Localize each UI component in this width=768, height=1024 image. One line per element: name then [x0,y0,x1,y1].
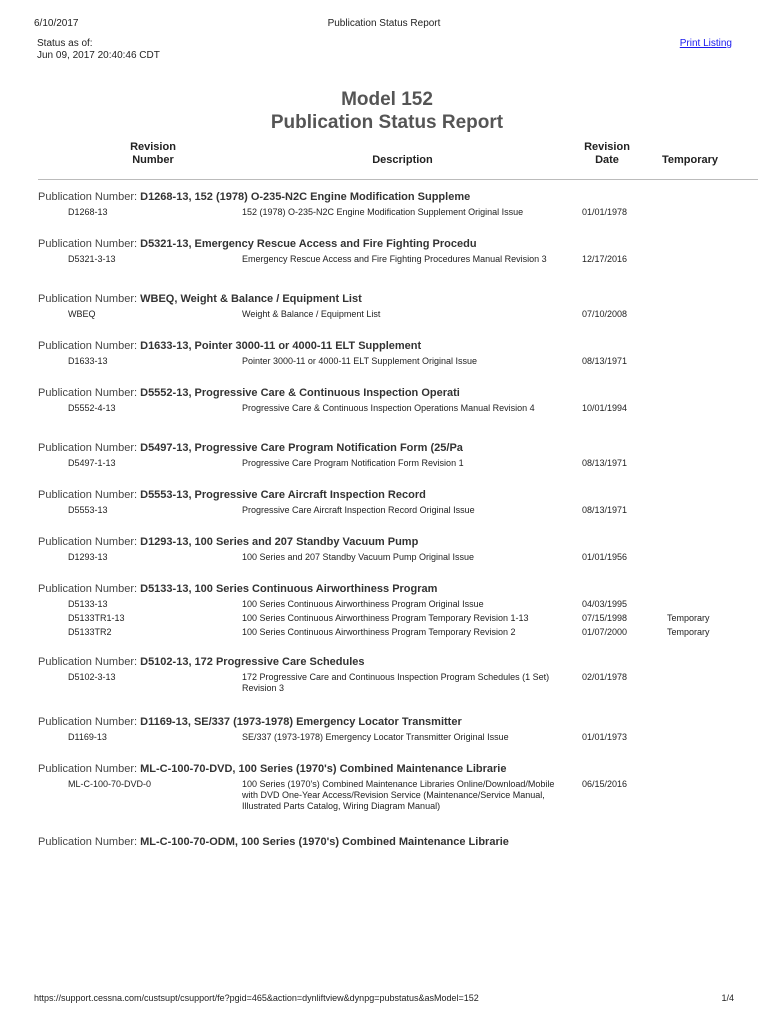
revision-description: 172 Progressive Care and Continuous Inspection Program Schedules (1 Set) Revision 3 [242,672,550,693]
publication-number-label: Publication Number: [38,442,138,454]
revision-number: D5102-3-13 [68,672,116,682]
column-header-temporary: Temporary [661,154,719,166]
publication-heading [0,438,768,458]
publication-group [0,438,768,485]
revision-description: Progressive Care Program Notification Form Revision 1 [242,458,464,468]
revision-description: Progressive Care Aircraft Inspection Record Original Issue [242,505,475,515]
publication-group [0,832,768,852]
status-timestamp: Jun 09, 2017 20:40:46 CDT [37,50,160,61]
header-divider [38,179,758,180]
publication-group [0,289,768,336]
revision-date: 08/13/1971 [582,356,628,366]
column-header-revision-number-line1: Revision [130,141,176,153]
publication-group [0,234,768,289]
revision-number: D5133TR1-13 [68,613,125,623]
publication-heading [0,759,768,779]
publication-number-label: Publication Number: [38,238,138,250]
print-footer [34,993,734,1005]
revision-date: 01/01/1956 [582,552,628,562]
column-headers [0,141,768,169]
revision-date: 07/15/1998 [582,613,628,623]
publication-heading [0,289,768,309]
revision-description: 100 Series Continuous Airworthiness Program Original Issue [242,599,484,609]
publication-number-label: Publication Number: [38,716,138,728]
revision-number: D5133TR2 [68,627,112,637]
publication-number-label: Publication Number: [38,836,138,848]
status-label: Status as of: [37,38,93,49]
publication-heading [0,579,768,599]
revision-description: 100 Series (1970's) Combined Maintenance Libraries Online/Download/Mobile with DVD One-Year Access/Revision Service (Maintenance/Service Manual, Illustrated Parts Catalog, Wiring Diagram Manual) [242,779,555,811]
publication-title: D5553-13, Progressive Care Aircraft Inspection Record [140,489,426,501]
revision-row [0,458,768,469]
publication-title: D1268-13, 152 (1978) O-235-N2C Engine Modification Suppleme [140,191,471,203]
revision-date: 01/01/1973 [582,732,628,742]
revision-row [0,672,768,694]
revision-date: 08/13/1971 [582,505,628,515]
publication-title: WBEQ, Weight & Balance / Equipment List [140,293,362,305]
revision-row [0,779,768,812]
print-title: Publication Status Report [327,18,441,29]
publication-group [0,187,768,234]
publication-number-label: Publication Number: [38,489,138,501]
print-date: 6/10/2017 [34,18,79,29]
publication-title: ML-C-100-70-DVD, 100 Series (1970's) Combined Maintenance Librarie [140,763,507,775]
publication-heading [0,187,768,207]
revision-description: Pointer 3000-11 or 4000-11 ELT Supplement Original Issue [242,356,477,366]
column-header-revision-number [118,141,188,167]
publication-group [0,383,768,438]
revision-number: ML-C-100-70-DVD-0 [68,779,152,789]
publication-number-label: Publication Number: [38,583,138,595]
revision-number: D1633-13 [68,356,108,366]
revision-description: 100 Series Continuous Airworthiness Program Temporary Revision 1-13 [242,613,529,623]
publication-group [0,652,768,712]
publication-group [0,579,768,652]
publication-number-label: Publication Number: [38,191,138,203]
publication-title: D1633-13, Pointer 3000-11 or 4000-11 ELT Supplement [140,340,422,352]
revision-row [0,552,768,563]
revision-description: Weight & Balance / Equipment List [242,309,381,319]
publication-group [0,336,768,383]
revision-row [0,309,768,320]
column-header-revision-date-line2: Date [595,154,619,166]
revision-date: 06/15/2016 [582,779,628,789]
publication-title: D5321-13, Emergency Rescue Access and Fire Fighting Procedu [140,238,477,250]
publication-title: D5552-13, Progressive Care & Continuous Inspection Operati [140,387,460,399]
publication-group [0,485,768,532]
revision-description: 100 Series Continuous Airworthiness Program Temporary Revision 2 [242,627,516,637]
revision-row [0,207,768,218]
revision-description: Emergency Rescue Access and Fire Fighting Procedures Manual Revision 3 [242,254,547,264]
revision-row [0,613,768,624]
footer-page-number: 1/4 [721,993,734,1003]
publication-group [0,712,768,759]
footer-url: https://support.cessna.com/custsupt/csupport/fe?pgid=465&action=dynliftview&dynpg=pubstatus&asModel=152 [34,993,479,1003]
publication-heading [0,832,768,852]
revision-row [0,627,768,638]
publication-title: D5497-13, Progressive Care Program Notification Form (25/Pa [140,442,463,454]
report-heading: Publication Status Report [270,112,504,133]
revision-date: 10/01/1994 [582,403,628,413]
publication-title: D5102-13, 172 Progressive Care Schedules [140,656,365,668]
publication-number-label: Publication Number: [38,536,138,548]
revision-number: D1169-13 [68,732,107,742]
revision-number: D1293-13 [68,552,108,562]
revision-row [0,505,768,516]
report-model: Model 152 [341,89,433,110]
publication-heading [0,336,768,356]
revision-date: 01/07/2000 [582,627,628,637]
status-block [37,38,160,62]
print-header [34,18,734,32]
publication-title: D1293-13, 100 Series and 207 Standby Vacuum Pump [140,536,419,548]
revision-description: 152 (1978) O-235-N2C Engine Modification Supplement Original Issue [242,207,524,217]
publication-heading [0,712,768,732]
column-header-revision-number-line2: Number [132,154,174,166]
column-header-description: Description [372,154,433,166]
print-listing-link[interactable]: Print Listing [679,38,732,49]
publication-title: ML-C-100-70-ODM, 100 Series (1970's) Combined Maintenance Librarie [140,836,509,848]
publication-group [0,759,768,832]
revision-date: 04/03/1995 [582,599,628,609]
revision-row [0,403,768,414]
publication-number-label: Publication Number: [38,387,138,399]
revision-number: D5133-13 [68,599,108,609]
publication-heading [0,652,768,672]
publication-number-label: Publication Number: [38,340,138,352]
report-title [0,88,768,134]
column-header-revision-date-line1: Revision [584,141,630,153]
revision-number: WBEQ [68,309,96,319]
revision-date: 08/13/1971 [582,458,628,468]
publication-title: D5133-13, 100 Series Continuous Airworthiness Program [140,583,438,595]
publication-heading [0,532,768,552]
revision-temporary: Temporary [667,627,710,637]
revision-temporary: Temporary [667,613,710,623]
revision-row [0,254,768,265]
revision-number: D1268-13 [68,207,108,217]
revision-date: 12/17/2016 [582,254,628,264]
revision-row [0,732,768,743]
publication-number-label: Publication Number: [38,656,138,668]
revision-row [0,599,768,610]
revision-number: D5497-1-13 [68,458,116,468]
publication-heading [0,485,768,505]
column-header-revision-date [572,141,642,167]
revision-date: 07/10/2008 [582,309,628,319]
revision-description: 100 Series and 207 Standby Vacuum Pump Original Issue [242,552,474,562]
publication-number-label: Publication Number: [38,293,138,305]
publication-number-label: Publication Number: [38,763,138,775]
revision-number: D5553-13 [68,505,108,515]
revision-row [0,356,768,367]
revision-date: 01/01/1978 [582,207,628,217]
revision-date: 02/01/1978 [582,672,628,682]
revision-number: D5321-3-13 [68,254,116,264]
publication-heading [0,234,768,254]
publication-group [0,532,768,579]
revision-number: D5552-4-13 [68,403,116,413]
revision-description: SE/337 (1973-1978) Emergency Locator Transmitter Original Issue [242,732,509,742]
revision-description: Progressive Care & Continuous Inspection Operations Manual Revision 4 [242,403,535,413]
publication-title: D1169-13, SE/337 (1973-1978) Emergency Locator Transmitter [140,716,462,728]
publication-list [0,187,768,852]
publication-heading [0,383,768,403]
